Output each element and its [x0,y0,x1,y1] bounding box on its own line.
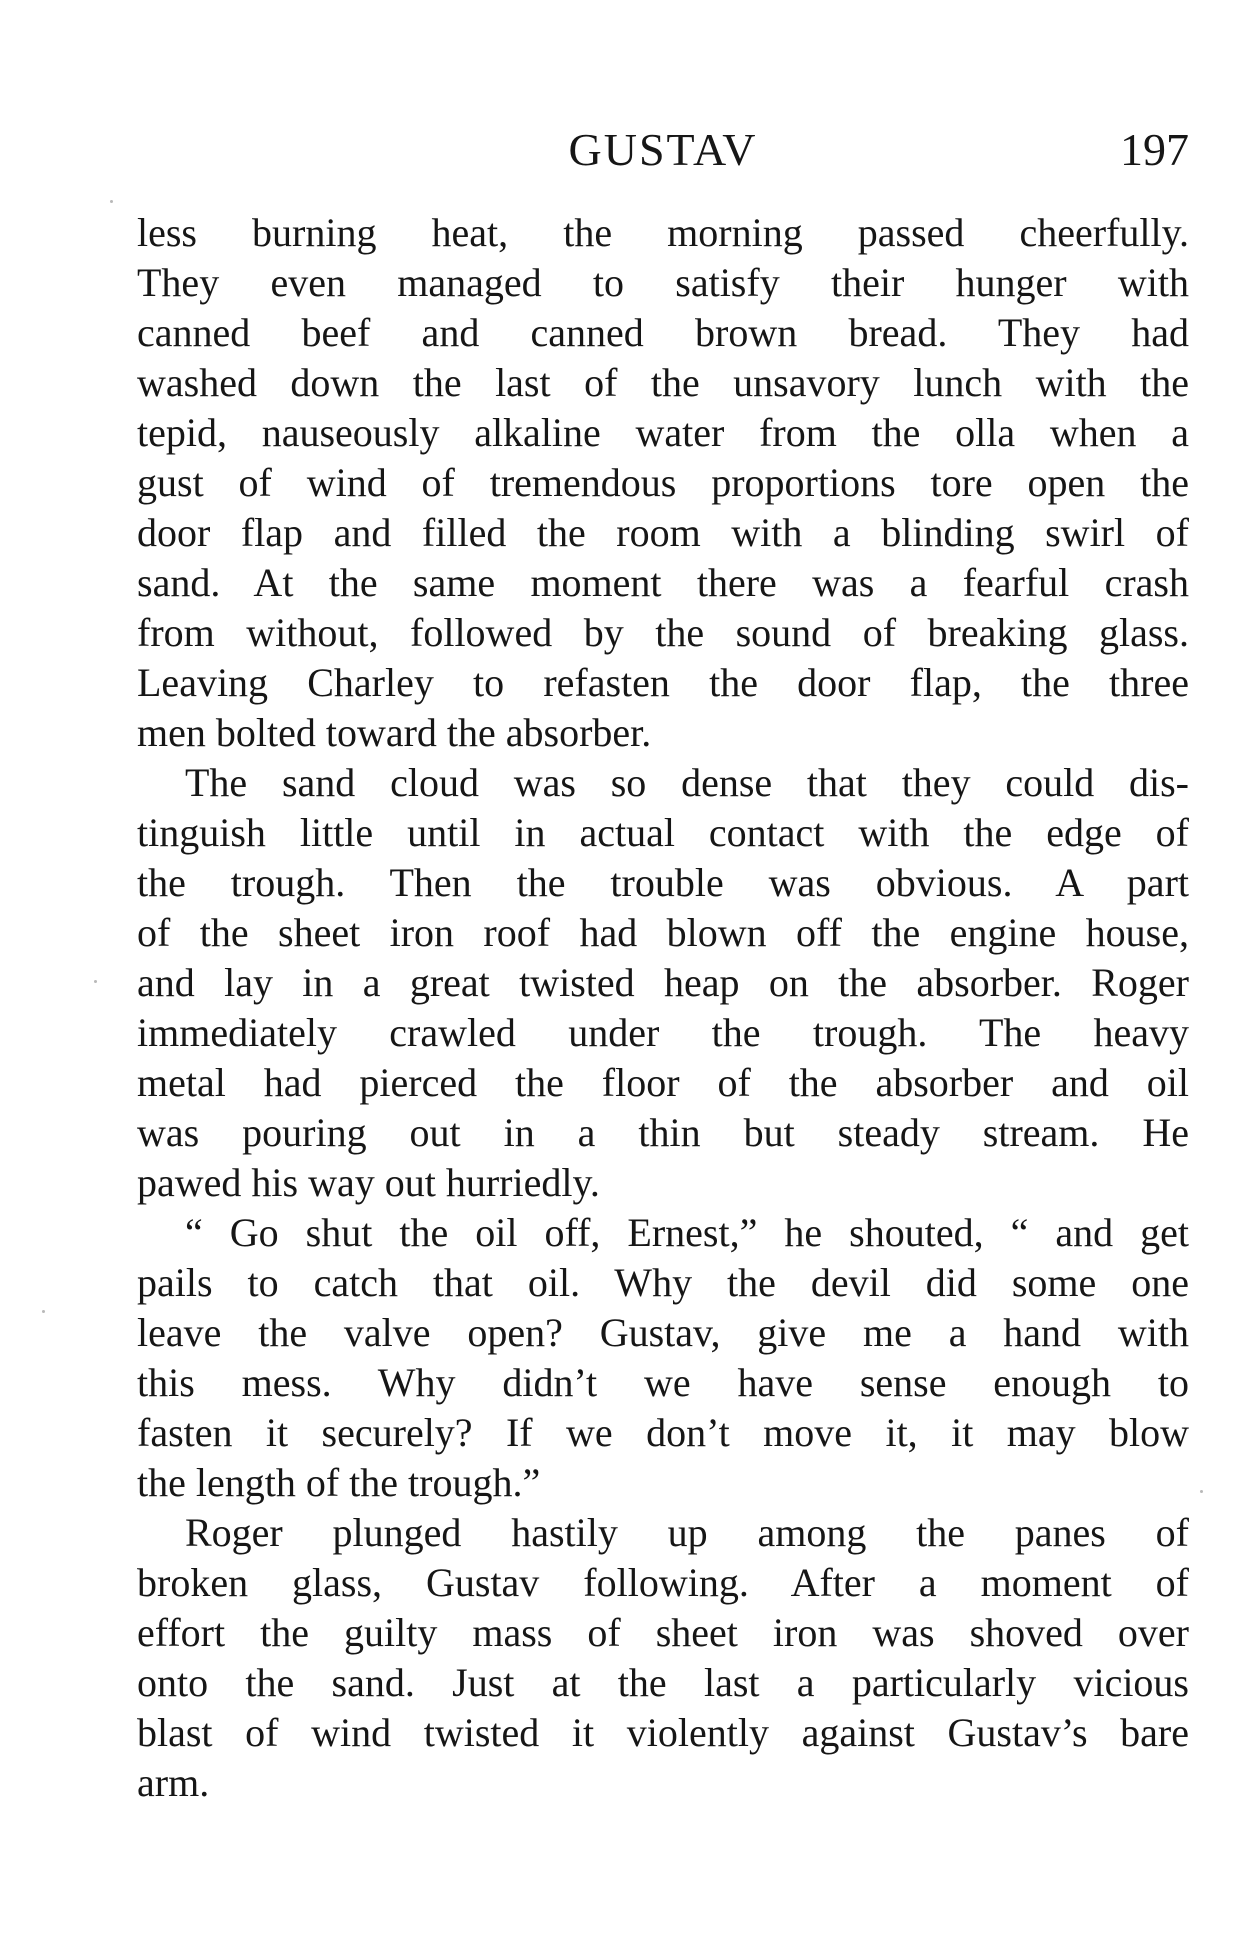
text-line: “ Go shut the oil off, Ernest,” he shouted, “ and get [185,1210,1189,1255]
text-line: Roger plunged hastily up among the panes of [185,1510,1189,1555]
text-line: pails to catch that oil. Why the devil did some one [137,1260,1189,1305]
body-text [137,208,1189,1808]
text-line: this mess. Why didn’t we have sense enough to [137,1360,1189,1405]
text-line: gust of wind of tremendous proportions tore open the [137,460,1189,505]
text-line: and lay in a great twisted heap on the absorber. Roger [137,960,1189,1005]
scan-speck [110,200,113,203]
text-line: tinguish little until in actual contact with the edge of [137,810,1189,855]
text-line: fasten it securely? If we don’t move it, it may blow [137,1410,1189,1455]
text-line: onto the sand. Just at the last a particularly vicious [137,1660,1189,1705]
text-line: The sand cloud was so dense that they could dis- [185,760,1189,805]
text-line: men bolted toward the absorber. [137,710,652,755]
scan-speck [1200,1490,1203,1493]
text-line: was pouring out in a thin but steady stream. He [137,1110,1189,1155]
text-line: pawed his way out hurriedly. [137,1160,600,1205]
paragraph-4 [137,1508,1189,1808]
text-line: tepid, nauseously alkaline water from the olla when a [137,410,1189,455]
text-line: effort the guilty mass of sheet iron was shoved over [137,1610,1189,1655]
text-line: canned beef and canned brown bread. They had [137,310,1189,355]
text-line: broken glass, Gustav following. After a moment of [137,1560,1189,1605]
page-number: 197 [1120,124,1189,175]
scan-speck [42,1310,45,1313]
text-line: of the sheet iron roof had blown off the engine house, [137,910,1189,955]
text-line: They even managed to satisfy their hunger with [137,260,1189,305]
text-line: leave the valve open? Gustav, give me a hand with [137,1310,1189,1355]
text-line: blast of wind twisted it violently against Gustav’s bare [137,1710,1189,1755]
text-line: immediately crawled under the trough. The heavy [137,1010,1189,1055]
text-line: metal had pierced the floor of the absorber and oil [137,1060,1189,1105]
scan-speck [94,980,97,983]
paragraph-1 [137,208,1189,758]
page-header [137,122,1189,192]
text-line: Leaving Charley to refasten the door flap, the three [137,660,1189,705]
paragraph-2 [137,758,1189,1208]
text-line: from without, followed by the sound of breaking glass. [137,610,1189,655]
text-line: arm. [137,1760,210,1805]
paragraph-3 [137,1208,1189,1508]
text-line: washed down the last of the unsavory lunch with the [137,360,1189,405]
running-head: GUSTAV [568,124,758,175]
text-line: less burning heat, the morning passed cheerfully. [137,210,1189,255]
text-line: sand. At the same moment there was a fearful crash [137,560,1189,605]
text-line: the trough. Then the trouble was obvious. A part [137,860,1189,905]
text-line: the length of the trough.” [137,1460,541,1505]
text-line: door flap and filled the room with a blinding swirl of [137,510,1189,555]
